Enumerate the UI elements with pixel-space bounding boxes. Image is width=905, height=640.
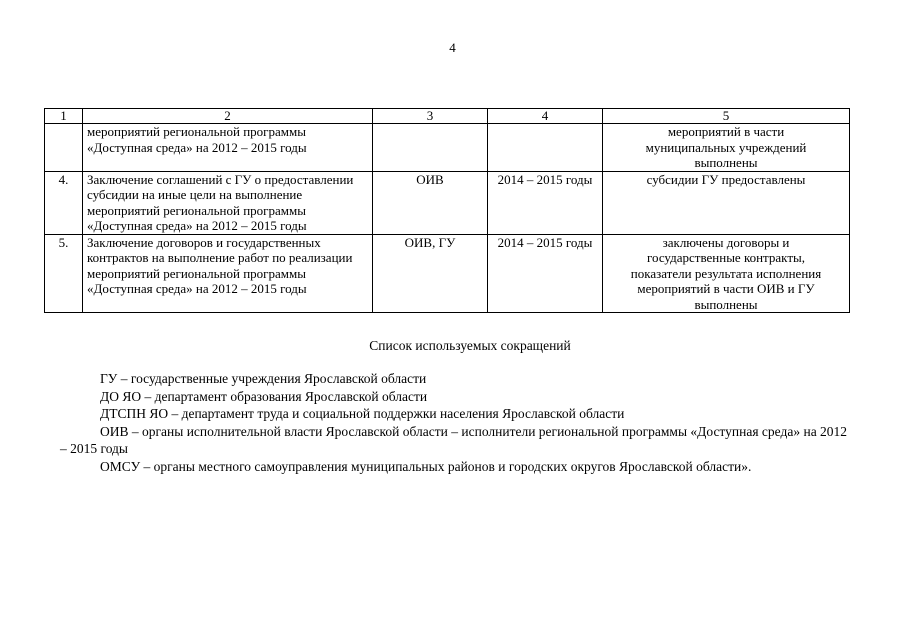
column-header: 4 bbox=[488, 109, 603, 124]
abbreviation-item: ОМСУ – органы местного самоуправления муниципальных районов и городских округов Ярославской области». bbox=[100, 458, 752, 474]
executor-cell bbox=[373, 124, 488, 172]
row-number bbox=[45, 124, 83, 172]
abbreviations-list bbox=[60, 370, 850, 475]
measures-table bbox=[44, 108, 850, 313]
period-cell: 2014 – 2015 годы bbox=[488, 171, 603, 234]
executor-cell: ОИВ bbox=[373, 171, 488, 234]
row-number: 5. bbox=[45, 234, 83, 313]
column-header: 5 bbox=[603, 109, 850, 124]
event-cell: Заключение соглашений с ГУ о предоставлении субсидии на иные цели на выполнение мероприятий региональной программы «Доступная среда» на 2012 – 2015 годы bbox=[83, 171, 373, 234]
period-cell bbox=[488, 124, 603, 172]
result-cell: субсидии ГУ предоставлены bbox=[603, 171, 850, 234]
page-number: 4 bbox=[449, 40, 456, 55]
abbreviation-item: ОИВ – органы исполнительной власти Ярославской области – исполнители региональной программы «Доступная среда» на 2012 – 2015 годы bbox=[60, 423, 848, 456]
table-row bbox=[45, 124, 850, 172]
event-cell: мероприятий региональной программы «Доступная среда» на 2012 – 2015 годы bbox=[83, 124, 373, 172]
abbreviations-title: Список используемых сокращений bbox=[369, 338, 571, 353]
result-cell: заключены договоры и государственные контракты, показатели результата исполнения мероприятий в части ОИВ и ГУ выполнены bbox=[603, 234, 850, 313]
result-cell: мероприятий в части муниципальных учреждений выполнены bbox=[603, 124, 850, 172]
abbreviation-item: ДТСПН ЯО – департамент труда и социальной поддержки населения Ярославской области bbox=[100, 406, 625, 421]
row-number: 4. bbox=[45, 171, 83, 234]
column-header: 3 bbox=[373, 109, 488, 124]
column-header: 1 bbox=[45, 109, 83, 124]
event-cell: Заключение договоров и государственных контрактов на выполнение работ по реализации мероприятий региональной программы «Доступная среда» на 2012 – 2015 годы bbox=[83, 234, 373, 313]
table-row bbox=[45, 234, 850, 313]
abbreviation-item: ДО ЯО – департамент образования Ярославской области bbox=[100, 388, 428, 404]
table-row bbox=[45, 171, 850, 234]
executor-cell: ОИВ, ГУ bbox=[373, 234, 488, 313]
abbreviation-item: ГУ – государственные учреждения Ярославской области bbox=[100, 371, 427, 386]
period-cell: 2014 – 2015 годы bbox=[488, 234, 603, 313]
column-header: 2 bbox=[83, 109, 373, 124]
table-header-row bbox=[45, 109, 850, 124]
